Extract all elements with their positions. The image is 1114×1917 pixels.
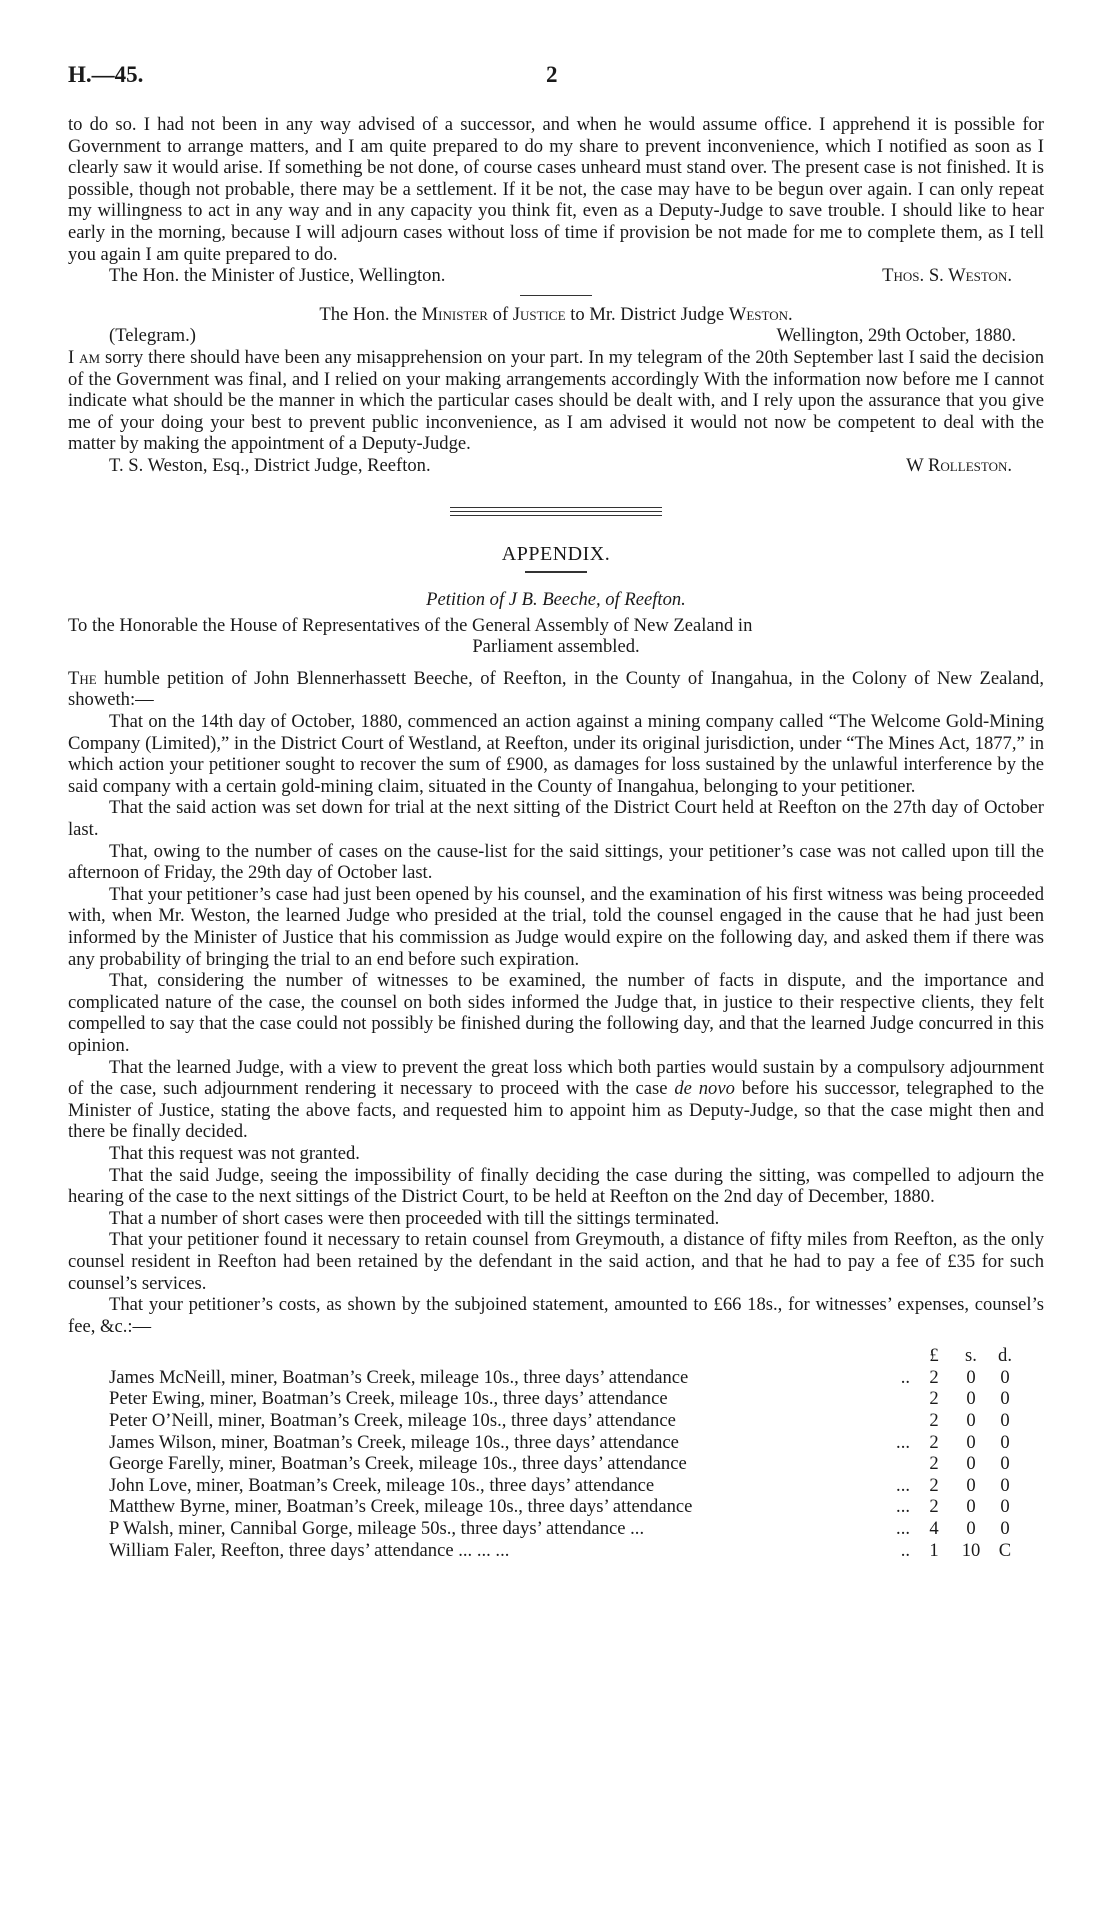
amount-pence: 0 xyxy=(1000,1453,1010,1475)
document-reference: H.—45. xyxy=(68,62,144,87)
ledger-table xyxy=(68,1367,1044,1561)
amount-pence: 0 xyxy=(1000,1366,1010,1388)
amount-pounds: 2 xyxy=(929,1453,939,1475)
letter2-heading xyxy=(68,304,1044,326)
amount-shillings: 0 xyxy=(966,1388,976,1410)
ledger-amount xyxy=(916,1410,1020,1432)
document-body xyxy=(68,114,1044,1561)
letter1-signature: Thos. S. Weston. xyxy=(882,265,1012,287)
appendix-rule xyxy=(525,571,587,573)
ledger-row xyxy=(68,1388,1044,1410)
amount-pence: 0 xyxy=(1000,1431,1010,1453)
ledger-leader-dots: ... xyxy=(896,1474,910,1496)
ledger-amount xyxy=(916,1496,1020,1518)
heading-of: of xyxy=(492,303,509,325)
ledger-row xyxy=(68,1410,1044,1432)
page-number: 2 xyxy=(546,62,558,87)
telegram-place-date: Wellington, 29th October, 1880. xyxy=(776,325,1016,347)
amount-pence: C xyxy=(998,1539,1012,1561)
letter1-addressee: The Hon. the Minister of Justice, Wellington. xyxy=(109,265,446,287)
amount-pounds: 2 xyxy=(929,1431,939,1453)
ledger-leader-dots: ... xyxy=(896,1518,910,1540)
amount-shillings: 0 xyxy=(966,1410,976,1432)
address-line2: Parliament assembled. xyxy=(472,636,640,658)
ledger-leader-dots xyxy=(904,1388,916,1410)
address-line1: To the Honorable the House of Representatives of the General Assembly of New Zealand in xyxy=(68,614,753,636)
letter2-opening-word: I am xyxy=(68,346,101,368)
letter1-signoff xyxy=(68,265,1044,287)
col-shillings: s. xyxy=(965,1345,977,1367)
ledger-amount xyxy=(916,1475,1020,1497)
amount-pounds: 1 xyxy=(929,1539,939,1561)
petition-opening xyxy=(68,668,1044,711)
letter2-signature: W Rolleston. xyxy=(906,454,1012,476)
amount-pounds: 2 xyxy=(929,1496,939,1518)
telegram-line xyxy=(68,325,1044,347)
ledger-leader-dots: ... xyxy=(896,1431,910,1453)
amount-shillings: 0 xyxy=(966,1453,976,1475)
letter2-body-text: sorry there should have been any misapprehension on your part. In my telegram of the 20th September last I said the decision of the Government was final, and I relied on your making arrangements accordingly With the information now before me I cannot indicate what should be the manner in which the particular cases should be dealt with, and I rely upon the assurance that you give me of your doing your best to prevent public inconvenience, as I am advised it would not now be competent to deal with the matter by making the appointment of a Deputy-Judge. xyxy=(68,346,1044,455)
amount-shillings: 0 xyxy=(966,1496,976,1518)
amount-pence: 0 xyxy=(1000,1410,1010,1432)
letter2-body xyxy=(68,347,1044,455)
ledger-amount xyxy=(916,1540,1020,1562)
ledger-description: John Love, miner, Boatman’s Creek, mileage 10s., three days’ attendance xyxy=(109,1474,655,1496)
petition-address xyxy=(68,615,1044,658)
ledger-leader-dots: .. xyxy=(900,1539,910,1561)
ledger-description: William Faler, Reefton, three days’ attendance ... ... ... xyxy=(109,1539,510,1561)
col-pence: d. xyxy=(998,1345,1012,1367)
petition-paragraph: That, considering the number of witnesses to be examined, the number of facts in dispute, and the importance and complicated nature of the case, the counsel on both sides informed the Judge that, in justice to their respective clients, they felt compelled to say that the case could not possibly be finished during the following day, and that the learned Judge concurred in this opinion. xyxy=(68,970,1044,1056)
heading-minister: Minister xyxy=(421,303,488,325)
letter2-signoff xyxy=(68,455,1044,477)
ledger-leader-dots xyxy=(904,1453,916,1475)
ledger-amount xyxy=(916,1432,1020,1454)
letter1-paragraph: to do so. I had not been in any way advised of a successor, and when he would assume office. I apprehend it is possible for Government to arrange matters, and I am quite prepared to do my share to prevent inconvenience, which I notified as soon as I clearly saw it would arise. If something be not done, of course cases unheard must stand over. The present case is not finished. It is possible, though not probable, there may be a settlement. If it be not, the case may have to be begun over again. I can only repeat my willingness to act in any way and in any capacity you think fit, even as a Deputy-Judge to save trouble. I should like to hear early in the morning, because I will adjourn cases without loss of time if provision be not made for me to complete them, as I tell you again I am quite prepared to do. xyxy=(68,114,1044,265)
ledger-amount xyxy=(916,1518,1020,1540)
ledger-amount xyxy=(916,1453,1020,1475)
amount-shillings: 10 xyxy=(961,1539,981,1561)
amount-pence: 0 xyxy=(1000,1518,1010,1540)
ledger-row xyxy=(68,1518,1044,1540)
petition-paragraph-denovo xyxy=(68,1057,1044,1143)
ledger-row xyxy=(68,1540,1044,1562)
heading-weston: Weston. xyxy=(728,303,793,325)
ledger-row xyxy=(68,1475,1044,1497)
ledger-description: George Farelly, miner, Boatman’s Creek, mileage 10s., three days’ attendance xyxy=(109,1453,687,1475)
petition-paragraph: That your petitioner’s costs, as shown by the subjoined statement, amounted to £66 18s., for witnesses’ expenses, counsel’s fee, &c.:— xyxy=(68,1294,1044,1337)
telegram-label: (Telegram.) xyxy=(109,325,196,347)
amount-pence: 0 xyxy=(1000,1388,1010,1410)
amount-pounds: 2 xyxy=(929,1366,939,1388)
petition-paragraph: That on the 14th day of October, 1880, commenced an action against a mining company called “The Welcome Gold-Mining Company (Limited),” in the District Court of Westland, at Reefton, under its original jurisdiction, under “The Mines Act, 1877,” in which action your petitioner sought to recover the sum of £900, as damages for loss sustained by the unlawful interference by the said company with a certain gold-mining claim, situated in the County of Inangahua, belonging to your petitioner. xyxy=(68,711,1044,797)
ledger-leader-dots: ... xyxy=(896,1496,910,1518)
ledger-leader-dots: .. xyxy=(900,1366,910,1388)
ledger-row xyxy=(68,1432,1044,1454)
ledger-description: Peter O’Neill, miner, Boatman’s Creek, mileage 10s., three days’ attendance xyxy=(109,1410,676,1432)
ledger-description: Matthew Byrne, miner, Boatman’s Creek, mileage 10s., three days’ attendance xyxy=(109,1496,693,1518)
amount-pounds: 2 xyxy=(929,1410,939,1432)
ledger-description: James McNeill, miner, Boatman’s Creek, mileage 10s., three days’ attendance xyxy=(109,1366,689,1388)
amount-shillings: 0 xyxy=(966,1474,976,1496)
petition-paragraph: That the said action was set down for trial at the next sitting of the District Court held at Reefton on the 27th day of October last. xyxy=(68,797,1044,841)
page-header xyxy=(68,62,1044,92)
ledger-row xyxy=(68,1367,1044,1389)
ledger-column-headers xyxy=(68,1345,1044,1367)
amount-pence: 0 xyxy=(1000,1474,1010,1496)
letter2-addressee: T. S. Weston, Esq., District Judge, Reefton. xyxy=(109,454,431,476)
heading-to: to Mr. District Judge xyxy=(570,303,725,325)
ledger-amount xyxy=(916,1367,1020,1389)
heading-justice: Justice xyxy=(512,303,566,325)
col-pounds: £ xyxy=(929,1345,939,1367)
ledger-description: Peter Ewing, miner, Boatman’s Creek, mileage 10s., three days’ attendance xyxy=(109,1388,668,1410)
denovo-italic: de novo xyxy=(674,1078,735,1100)
petition-paragraph: That your petitioner’s case had just been opened by his counsel, and the examination of his first witness was being proceeded with, when Mr. Weston, the learned Judge who presided at the trial, told the counsel engaged in the cause that he had just been informed by the Minister of Justice that his commission as Judge would expire on the following day, and asked them if there was any probability of bringing the trial to an end before such expiration. xyxy=(68,883,1044,970)
amount-pounds: 2 xyxy=(929,1474,939,1496)
petition-paragraph: That a number of short cases were then proceeded with till the sittings terminated. xyxy=(109,1207,720,1229)
petition-opening-text: humble petition of John Blennerhassett Beeche, of Reefton, in the County of Inangahua, in the Colony of New Zealand, showeth:— xyxy=(68,667,1044,711)
amount-shillings: 0 xyxy=(966,1518,976,1540)
amount-shillings: 0 xyxy=(966,1431,976,1453)
amount-shillings: 0 xyxy=(966,1366,976,1388)
petition-paragraph: That, owing to the number of cases on the cause-list for the said sittings, your petitioner’s case was not called upon till the afternoon of Friday, the 29th day of October last. xyxy=(68,840,1044,884)
amount-pence: 0 xyxy=(1000,1496,1010,1518)
ledger-description: P Walsh, miner, Cannibal Gorge, mileage 50s., three days’ attendance ... xyxy=(109,1518,645,1540)
ledger-leader-dots xyxy=(904,1410,916,1432)
double-rule-divider xyxy=(450,507,662,516)
petition-paragraph: That your petitioner found it necessary to retain counsel from Greymouth, a distance of fifty miles from Reefton, as the only counsel resident in Reefton had been retained by the defendant in the said action, and that he had to pay a fee of £35 for such counsel’s services. xyxy=(68,1229,1044,1294)
petition-opening-word: The xyxy=(68,667,97,689)
ledger-row xyxy=(68,1496,1044,1518)
separator-rule xyxy=(520,295,592,296)
appendix-title: APPENDIX. xyxy=(501,542,611,565)
denovo-after: before his successor, telegraphed to the Minister of Justice, stating the above facts, and requested him to appoint him as Deputy-Judge, so that the case might then and there be finally decided. xyxy=(68,1078,1044,1143)
amount-pounds: 2 xyxy=(929,1388,939,1410)
ledger-row xyxy=(68,1453,1044,1475)
heading-from: The Hon. the xyxy=(319,303,417,325)
petition-paragraph: That the said Judge, seeing the impossibility of finally deciding the case during the sitting, was compelled to adjourn the hearing of the case to the next sittings of the District Court, to be held at Reefton on the 2nd day of December, 1880. xyxy=(68,1164,1044,1208)
amount-pounds: 4 xyxy=(929,1518,939,1540)
ledger-description: James Wilson, miner, Boatman’s Creek, mileage 10s., three days’ attendance xyxy=(109,1431,679,1453)
petition-title: Petition of J B. Beeche, of Reefton. xyxy=(426,589,686,611)
ledger-amount xyxy=(916,1388,1020,1410)
petition-paragraph: That this request was not granted. xyxy=(109,1142,360,1164)
denovo-before: That the learned Judge, with a view to prevent the great loss which both parties would sustain by a compulsory adjournment of the case, such adjournment rendering it necessary to proceed with the case xyxy=(68,1056,1044,1100)
